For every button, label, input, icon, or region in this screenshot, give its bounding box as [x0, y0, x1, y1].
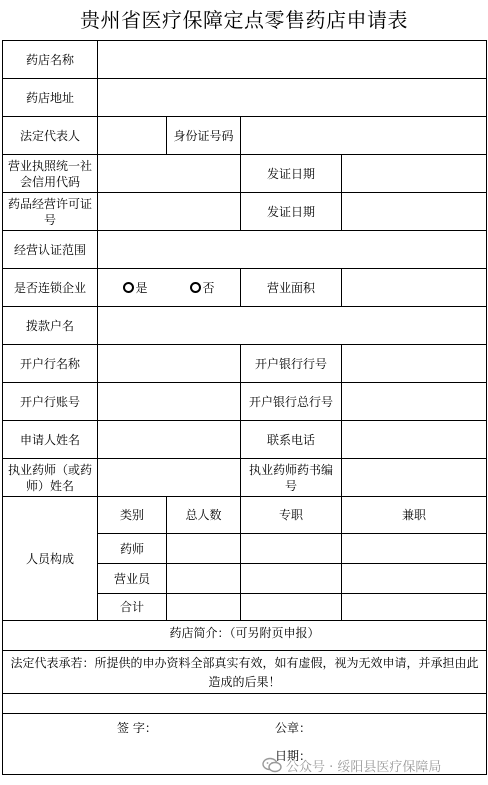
bank-head-code-field[interactable]	[342, 383, 487, 421]
applicant-name-label: 申请人姓名	[3, 421, 98, 459]
pharmacist-row-label: 药师	[98, 534, 167, 564]
contact-phone-label: 联系电话	[241, 421, 342, 459]
id-number-label: 身份证号码	[167, 117, 241, 155]
pharmacist-name-field[interactable]	[98, 459, 241, 497]
pharmacist-parttime-cell[interactable]	[342, 534, 487, 564]
business-scope-label: 经营认证范围	[3, 231, 98, 269]
clerk-fulltime-cell[interactable]	[241, 564, 342, 594]
clerk-total-cell[interactable]	[167, 564, 241, 594]
is-chain-options	[98, 269, 241, 307]
clerk-row-label: 营业员	[98, 564, 167, 594]
bank-account-field[interactable]	[98, 383, 241, 421]
legal-rep-label: 法定代表人	[3, 117, 98, 155]
commitment-statement: 法定代表承若：所提供的申办资料全部真实有效，如有虚假，视为无效申请，并承担由此造成的后果！	[3, 651, 487, 694]
pharmacist-cert-field[interactable]	[342, 459, 487, 497]
date-label: 日期：	[275, 749, 312, 763]
contact-phone-field[interactable]	[342, 421, 487, 459]
store-name-field[interactable]	[98, 41, 487, 79]
biz-license-label: 营业执照统一社会信用代码	[3, 155, 98, 193]
seal-label: 公章：	[275, 721, 312, 735]
issue-date-label-2: 发证日期	[241, 193, 342, 231]
total-header: 总人数	[167, 497, 241, 534]
subtotal-parttime-cell[interactable]	[342, 594, 487, 621]
store-address-field[interactable]	[98, 79, 487, 117]
store-intro-label: 药店简介：（可另附页申报）	[169, 626, 320, 640]
store-name-label: 药店名称	[3, 41, 98, 79]
radio-circle-icon	[123, 282, 134, 293]
watermark	[262, 752, 441, 778]
bank-head-code-label: 开户银行总行号	[241, 383, 342, 421]
pharmacist-total-cell[interactable]	[167, 534, 241, 564]
issue-date-field-1[interactable]	[342, 155, 487, 193]
wechat-icon	[262, 757, 282, 773]
bank-code-label: 开户银行行号	[241, 345, 342, 383]
issue-date-label-1: 发证日期	[241, 155, 342, 193]
form-title: 贵州省医疗保障定点零售药店申请表	[80, 8, 408, 32]
is-chain-yes-label: 是	[135, 280, 148, 295]
is-chain-no-label: 否	[202, 280, 215, 295]
clerk-parttime-cell[interactable]	[342, 564, 487, 594]
account-holder-field[interactable]	[98, 307, 487, 345]
subtotal-total-cell[interactable]	[167, 594, 241, 621]
spacer-row	[3, 694, 487, 714]
pharmacist-fulltime-cell[interactable]	[241, 534, 342, 564]
bank-name-field[interactable]	[98, 345, 241, 383]
bank-name-label: 开户行名称	[3, 345, 98, 383]
bank-code-field[interactable]	[342, 345, 487, 383]
business-area-field[interactable]	[342, 269, 487, 307]
application-form	[2, 40, 487, 775]
pharmacist-cert-label: 执业药师药书编号	[241, 459, 342, 497]
bank-account-label: 开户行账号	[3, 383, 98, 421]
biz-license-field[interactable]	[98, 155, 241, 193]
store-address-label: 药店地址	[3, 79, 98, 117]
is-chain-label: 是否连锁企业	[3, 269, 98, 307]
is-chain-no-radio[interactable]	[190, 280, 214, 296]
business-area-label: 营业面积	[241, 269, 342, 307]
part-time-header: 兼职	[342, 497, 487, 534]
drug-license-field[interactable]	[98, 193, 241, 231]
legal-rep-field[interactable]	[98, 117, 167, 155]
subtotal-fulltime-cell[interactable]	[241, 594, 342, 621]
issue-date-field-2[interactable]	[342, 193, 487, 231]
subtotal-row-label: 合计	[98, 594, 167, 621]
pharmacist-name-label: 执业药师（或药师）姓名	[3, 459, 98, 497]
category-header: 类别	[98, 497, 167, 534]
business-scope-field[interactable]	[98, 231, 487, 269]
staff-composition-label: 人员构成	[3, 497, 98, 621]
watermark-text: 公众号 · 绥阳县医疗保障局	[286, 759, 442, 775]
account-holder-label: 拨款户名	[3, 307, 98, 345]
full-time-header: 专职	[241, 497, 342, 534]
radio-circle-icon	[190, 282, 201, 293]
store-intro-field[interactable]	[3, 621, 487, 651]
id-number-field[interactable]	[241, 117, 487, 155]
is-chain-yes-radio[interactable]	[123, 280, 147, 296]
drug-license-label: 药品经营许可证号	[3, 193, 98, 231]
signature-label: 签 字：	[117, 721, 157, 735]
applicant-name-field[interactable]	[98, 421, 241, 459]
